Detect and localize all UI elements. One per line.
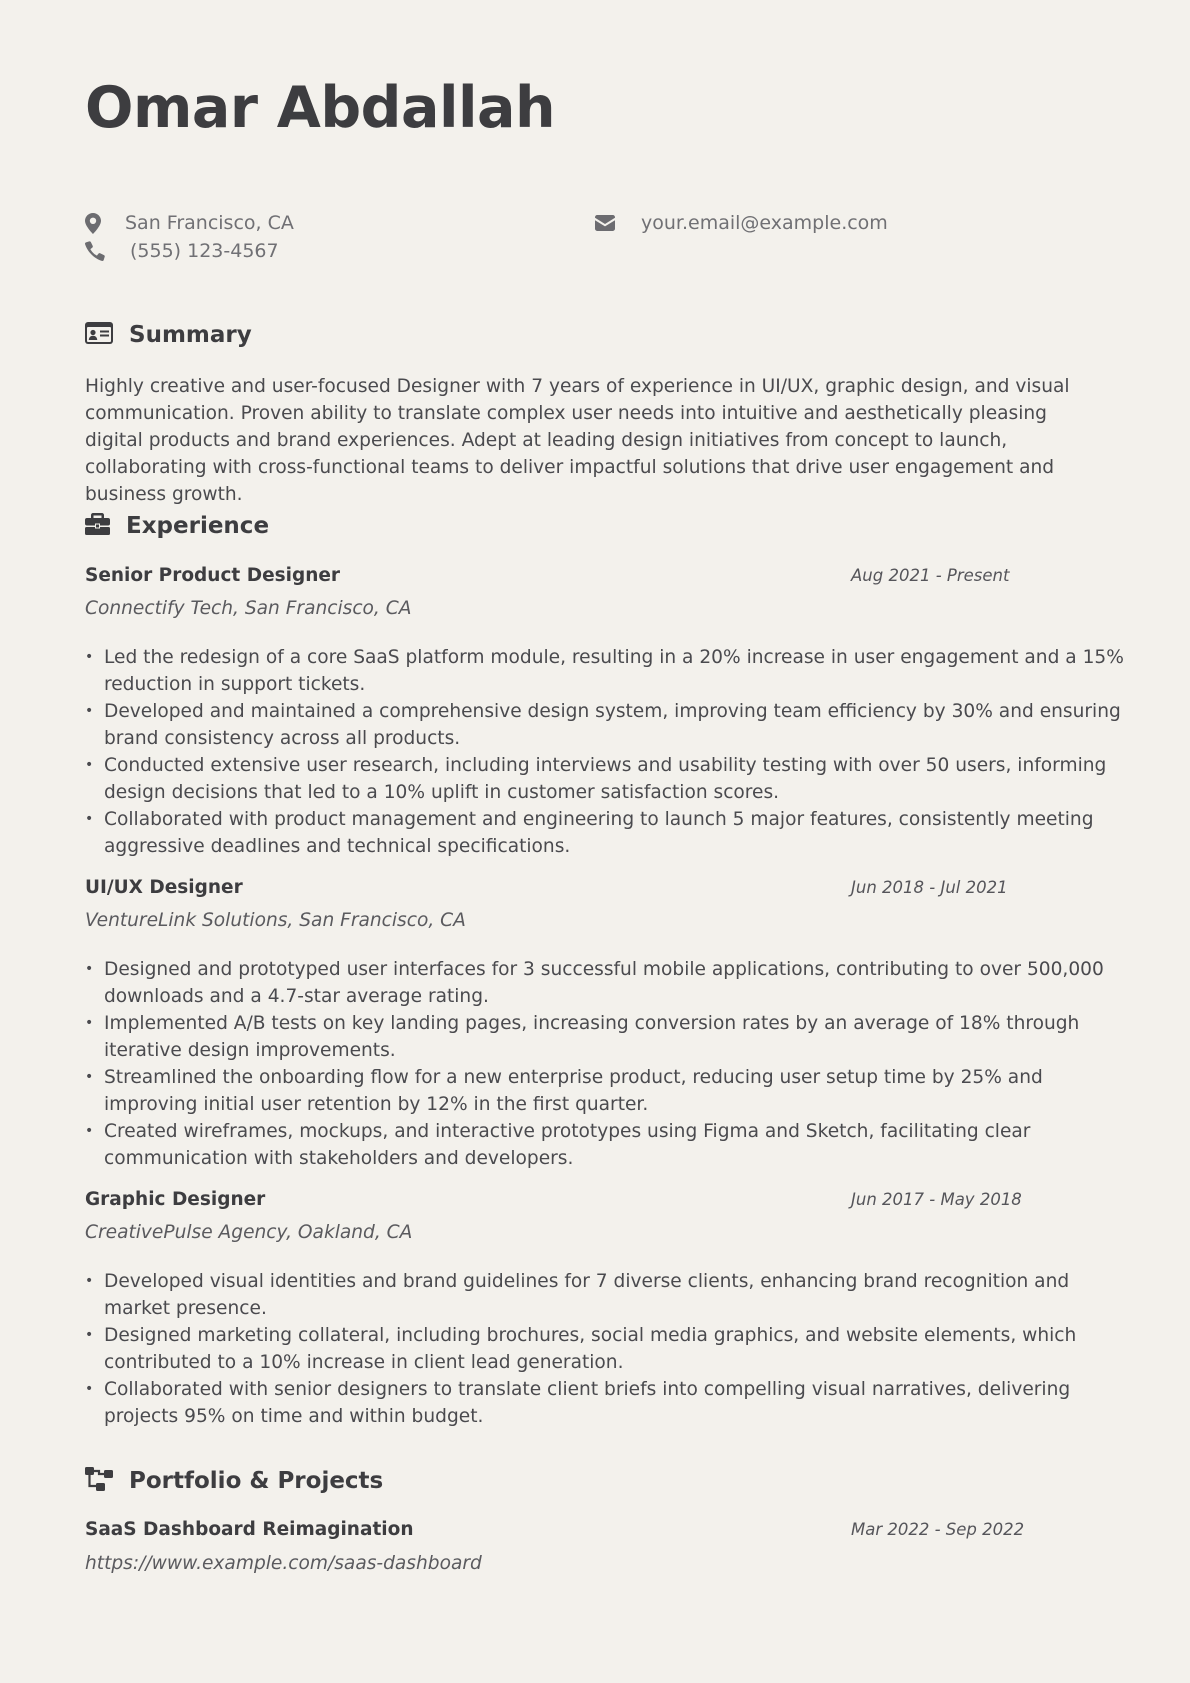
candidate-name: Omar Abdallah <box>85 75 556 141</box>
job-title: Graphic Designer <box>85 1189 266 1210</box>
job-title: UI/UX Designer <box>85 877 243 898</box>
location-text: San Francisco, CA <box>125 212 294 234</box>
job-company: VentureLink Solutions, San Francisco, CA <box>85 910 466 931</box>
portfolio-title: Portfolio & Projects <box>129 1468 384 1494</box>
phone-icon <box>85 241 106 261</box>
project-date: Mar 2022 - Sep 2022 <box>851 1520 1025 1539</box>
list-item: • Developed and maintained a comprehensive design system, improving team efficiency by 30% and ensuring brand consistency across all products. <box>104 698 1129 752</box>
list-item: • Designed and prototyped user interfaces for 3 successful mobile applications, contributing to over 500,000 downloads and a 4.7-star average rating. <box>104 956 1129 1010</box>
summary-heading <box>85 322 252 348</box>
phone-text: (555) 123-4567 <box>130 240 279 262</box>
portfolio-heading <box>85 1467 383 1495</box>
job-company: CreativePulse Agency, Oakland, CA <box>85 1222 413 1243</box>
list-item: • Implemented A/B tests on key landing pages, increasing conversion rates by an average of 18% through iterative design improvements. <box>104 1010 1129 1064</box>
map-marker-icon <box>85 213 101 234</box>
experience-title: Experience <box>126 513 270 539</box>
project-url[interactable]: https://www.example.com/saas-dashboard <box>85 1553 482 1574</box>
job-title: Senior Product Designer <box>85 565 341 586</box>
list-item: • Developed visual identities and brand guidelines for 7 diverse clients, enhancing brand recognition and market presence. <box>104 1268 1129 1322</box>
list-item: • Created wireframes, mockups, and interactive prototypes using Figma and Sketch, facilitating clear communication with stakeholders and developers. <box>104 1118 1129 1172</box>
sitemap-icon <box>85 1467 113 1495</box>
list-item: • Conducted extensive user research, including interviews and usability testing with over 50 users, informing design decisions that led to a 10% uplift in customer satisfaction scores. <box>104 752 1129 806</box>
contact-email[interactable] <box>595 212 888 234</box>
job-bullets <box>85 956 1129 1172</box>
summary-text: Highly creative and user-focused Designer with 7 years of experience in UI/UX, graphic design, and visual communication. Proven ability to translate complex user needs into intuitive and aesthetically pleasing digital products and brand experiences. Adept at leading design initiatives from concept to launch, collaborating with cross-functional teams to deliver impactful solutions that drive user engagement and business growth. <box>85 376 1070 505</box>
job-date: Jun 2017 - May 2018 <box>851 1190 1022 1209</box>
list-item: • Collaborated with product management and engineering to launch 5 major features, consistently meeting aggressive deadlines and technical specifications. <box>104 806 1129 860</box>
list-item: • Led the redesign of a core SaaS platform module, resulting in a 20% increase in user engagement and a 15% reduction in support tickets. <box>104 644 1129 698</box>
experience-heading <box>85 513 269 539</box>
list-item: • Streamlined the onboarding flow for a new enterprise product, reducing user setup time by 25% and improving initial user retention by 12% in the first quarter. <box>104 1064 1129 1118</box>
contact-phone <box>85 240 279 262</box>
job-date: Jun 2018 - Jul 2021 <box>851 878 1008 897</box>
job-bullets <box>85 644 1129 860</box>
job-bullets <box>85 1268 1129 1430</box>
project-title: SaaS Dashboard Reimagination <box>85 1519 414 1540</box>
envelope-icon <box>595 215 615 231</box>
job-date: Aug 2021 - Present <box>851 566 1010 585</box>
job-company: Connectify Tech, San Francisco, CA <box>85 598 412 619</box>
summary-title: Summary <box>129 322 252 348</box>
email-text[interactable]: your.email@example.com <box>641 212 888 234</box>
list-item: • Collaborated with senior designers to translate client briefs into compelling visual narratives, delivering projects 95% on time and within budget. <box>104 1376 1129 1430</box>
list-item: • Designed marketing collateral, including brochures, social media graphics, and website elements, which contributed to a 10% increase in client lead generation. <box>104 1322 1129 1376</box>
briefcase-icon <box>85 513 110 539</box>
contact-location <box>85 212 294 234</box>
id-card-icon <box>85 322 113 348</box>
